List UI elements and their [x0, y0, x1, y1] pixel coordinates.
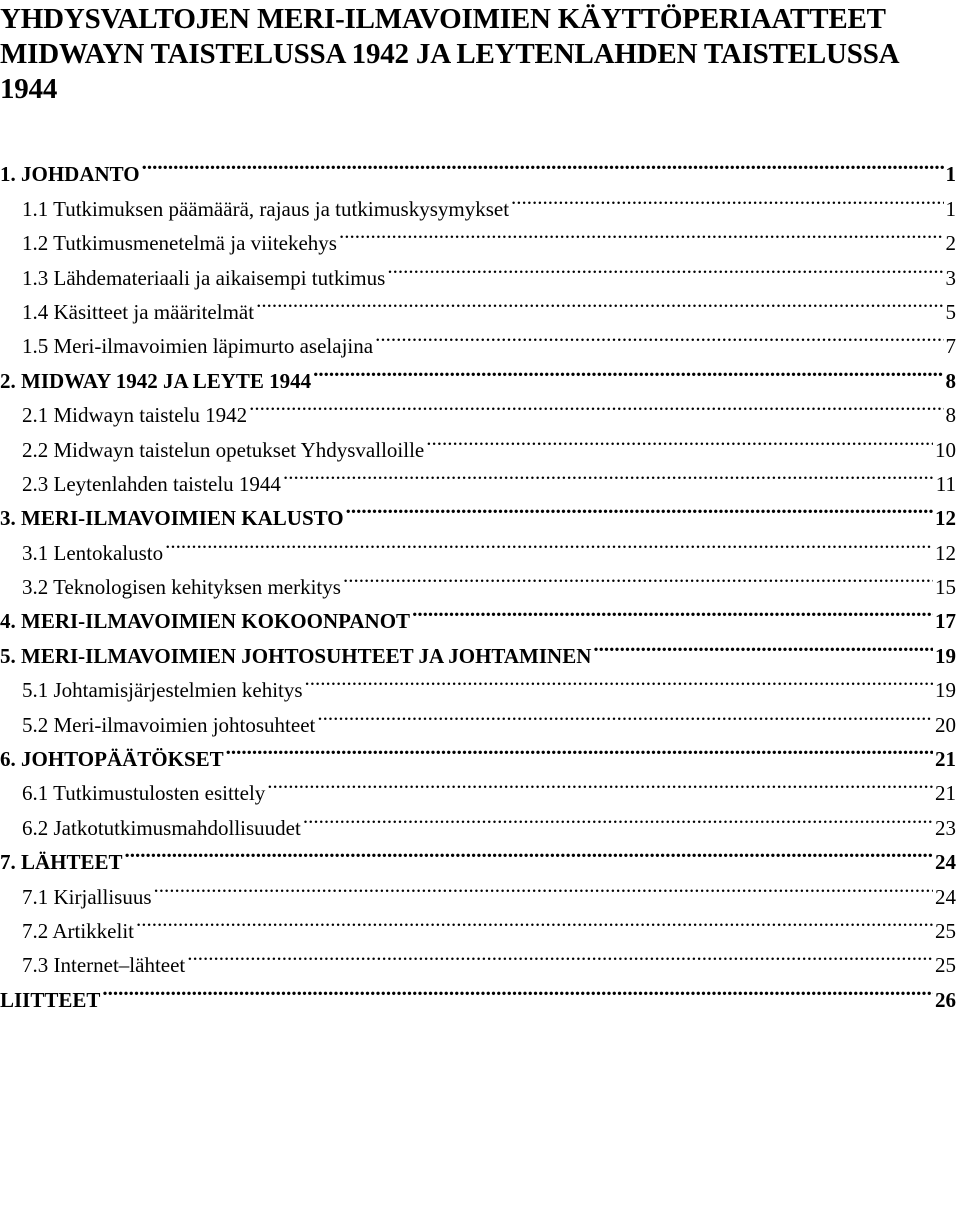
- toc-entry-label: 2.1 Midwayn taistelu 1942: [22, 403, 248, 428]
- toc-dot-leader: [102, 972, 933, 1006]
- toc-dot-leader: [165, 525, 933, 559]
- toc-page-number: 19: [935, 678, 956, 703]
- toc-dot-leader: [142, 147, 944, 181]
- toc-dot-leader: [426, 422, 933, 456]
- toc-section-entry[interactable]: [0, 181, 956, 221]
- toc-dot-leader: [375, 319, 943, 353]
- toc-dot-leader: [346, 491, 933, 525]
- toc-dot-leader: [256, 285, 943, 319]
- toc-page-number: 1: [945, 162, 956, 187]
- toc-dot-leader: [343, 560, 933, 594]
- toc-chapter-entry[interactable]: [0, 972, 956, 1012]
- toc-page-number: 23: [935, 815, 956, 840]
- toc-dot-leader: [317, 697, 933, 731]
- toc-entry-label: 1.4 Käsitteet ja määritelmät: [22, 299, 255, 324]
- toc-page-number: 10: [935, 437, 956, 462]
- toc-page-number: 2: [945, 231, 956, 256]
- toc-page-number: 11: [935, 471, 956, 496]
- document-title-line: YHDYSVALTOJEN MERI-ILMAVOIMIEN KÄYTTÖPERIAATTEET: [0, 3, 886, 35]
- toc-entry-label: 4. MERI-ILMAVOIMIEN KOKOONPANOT: [0, 609, 411, 634]
- toc-dot-leader: [249, 388, 943, 422]
- toc-section-entry[interactable]: [0, 938, 956, 978]
- toc-entry-label: 7.2 Artikkelit: [22, 918, 134, 943]
- toc-page-number: 19: [935, 643, 956, 668]
- toc-page-number: 24: [935, 850, 956, 875]
- toc-dot-leader: [154, 869, 934, 903]
- toc-entry-label: 1.1 Tutkimuksen päämäärä, rajaus ja tutkimuskysymykset: [22, 196, 510, 221]
- toc-section-entry[interactable]: [0, 904, 956, 943]
- toc-dot-leader: [305, 663, 933, 697]
- document-title-line: 1944: [0, 73, 58, 105]
- toc-dot-leader: [511, 181, 943, 215]
- toc-chapter-entry[interactable]: [0, 835, 956, 875]
- toc-dot-leader: [412, 594, 933, 628]
- toc-entry-label: 5. MERI-ILMAVOIMIEN JOHTOSUHTEET JA JOHTAMINEN: [0, 643, 592, 668]
- toc-page-number: 8: [945, 403, 956, 428]
- toc-dot-leader: [303, 800, 933, 834]
- toc-page-number: 21: [935, 781, 956, 806]
- toc-entry-label: 1.2 Tutkimusmenetelmä ja viitekehys: [22, 231, 337, 256]
- toc-page-number: 3: [945, 265, 956, 290]
- toc-dot-leader: [267, 766, 933, 800]
- toc-dot-leader: [593, 628, 933, 662]
- toc-dot-leader: [313, 353, 943, 387]
- toc-page-number: 12: [935, 540, 956, 565]
- toc-entry-label: 2. MIDWAY 1942 JA LEYTE 1944: [0, 368, 312, 393]
- toc-section-entry[interactable]: [0, 869, 956, 909]
- toc-entry-label: LIITTEET: [0, 987, 101, 1012]
- toc-entry-label: 1. JOHDANTO: [0, 162, 140, 187]
- document-title-line: MIDWAYN TAISTELUSSA 1942 JA LEYTENLAHDEN TAISTELUSSA: [0, 38, 900, 70]
- toc-entry-label: 7.1 Kirjallisuus: [22, 884, 152, 909]
- table-of-contents: [0, 147, 956, 1012]
- toc-dot-leader: [125, 835, 933, 869]
- toc-entry-label: 5.2 Meri-ilmavoimien johtosuhteet: [22, 712, 316, 737]
- toc-entry-label: 7. LÄHTEET: [0, 850, 123, 875]
- toc-entry-label: 6.2 Jatkotutkimusmahdollisuudet: [22, 815, 301, 840]
- toc-entry-label: 1.5 Meri-ilmavoimien läpimurto aselajina: [22, 334, 374, 359]
- toc-chapter-entry[interactable]: [0, 147, 956, 187]
- toc-page-number: 25: [935, 918, 956, 943]
- toc-entry-label: 7.3 Internet–lähteet: [22, 953, 186, 978]
- toc-entry-label: 1.3 Lähdemateriaali ja aikaisempi tutkimus: [22, 265, 386, 290]
- toc-entry-label: 3.1 Lentokalusto: [22, 540, 164, 565]
- toc-page-number: 8: [945, 368, 956, 393]
- toc-dot-leader: [226, 732, 933, 766]
- toc-entry-label: 3. MERI-ILMAVOIMIEN KALUSTO: [0, 506, 344, 531]
- toc-page-number: 5: [945, 299, 956, 324]
- toc-entry-label: 6. JOHTOPÄÄTÖKSET: [0, 747, 224, 772]
- toc-dot-leader: [187, 938, 933, 972]
- toc-entry-label: 6.1 Tutkimustulosten esittely: [22, 781, 266, 806]
- toc-entry-label: 2.2 Midwayn taistelun opetukset Yhdysvalloille: [22, 437, 425, 462]
- toc-entry-label: 5.1 Johtamisjärjestelmien kehitys: [22, 678, 303, 703]
- toc-page-number: 17: [935, 609, 956, 634]
- toc-entry-label: 3.2 Teknologisen kehityksen merkitys: [22, 575, 341, 600]
- document-title: [0, 2, 958, 107]
- toc-page-number: 1: [945, 196, 956, 221]
- toc-page-number: 26: [935, 987, 956, 1012]
- toc-dot-leader: [136, 904, 933, 938]
- toc-page-number: 7: [945, 334, 956, 359]
- toc-page-number: 24: [935, 884, 956, 909]
- toc-page-number: 21: [935, 747, 956, 772]
- toc-entry-label: 2.3 Leytenlahden taistelu 1944: [22, 471, 281, 496]
- toc-page-number: 20: [935, 712, 956, 737]
- toc-page-number: 12: [935, 506, 956, 531]
- toc-page-number: 15: [935, 575, 956, 600]
- toc-page-number: 25: [935, 953, 956, 978]
- toc-dot-leader: [283, 457, 934, 491]
- toc-dot-leader: [387, 250, 943, 284]
- toc-dot-leader: [339, 216, 944, 250]
